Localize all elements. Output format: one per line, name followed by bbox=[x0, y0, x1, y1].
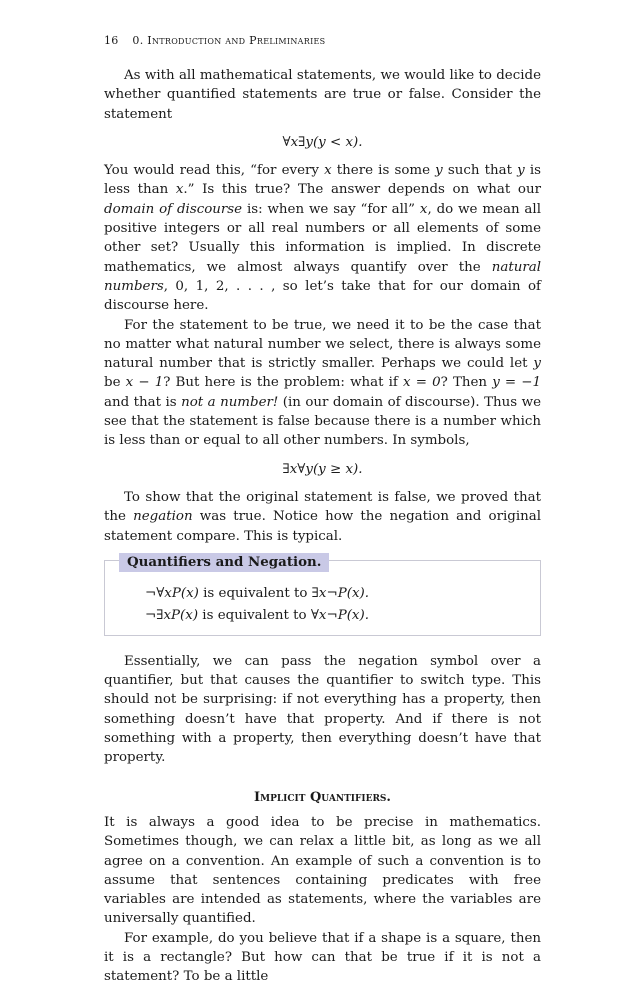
running-header bbox=[104, 34, 325, 47]
math-expression: ∀x¬P(x). bbox=[310, 607, 369, 623]
paragraph-counterexample bbox=[104, 316, 541, 451]
text-fragment: (in our domain of discourse). Thus we see that the statement is false because there is a number which is less than or equal to all other numbers. In symbols, bbox=[104, 394, 541, 449]
math-var: y bbox=[435, 163, 443, 179]
text-fragment: ? Then bbox=[440, 375, 493, 391]
page-number: 16 bbox=[104, 34, 119, 47]
text-fragment: such that bbox=[442, 163, 518, 179]
text-fragment: ? But here is the problem: what if bbox=[163, 375, 404, 391]
math-expression: x − 1 bbox=[125, 375, 164, 391]
paragraph-precision: It is always a good idea to be precise in mathematics. Sometimes though, we can relax a little bit, as long as we all agree on a convention. An example of such a convention is to assume that sentences containing predicates with free variables are intended as statements, where the variables are universally quantified. bbox=[104, 814, 541, 927]
math-var: x bbox=[324, 163, 332, 179]
paragraph-essentially: Essentially, we can pass the negation symbol over a quantifier, but that causes the quantifier to switch type. This should not be surprising: if not everything has a property, then something doesn’t have that property. And if there is not something with a property, then everything doesn’t have that property. bbox=[104, 653, 541, 766]
chapter-title: 0. Introduction and Preliminaries bbox=[132, 34, 326, 47]
paragraph-example: For example, do you believe that if a shape is a square, then it is a rectangle? But how can that be true if it is not a statement? To be a little bbox=[104, 930, 541, 985]
text-fragment: For the statement to be true, we need it to be the case that no matter what natural number we select, there is always some natural number that is strictly smaller. Perhaps we could let bbox=[104, 317, 541, 372]
text-fragment: You would read this, “for every bbox=[104, 163, 325, 179]
text-fragment: , do we mean all positive integers or all real numbers or all elements of some other set? Usually this information is implied. In discrete mathematics, we almost always quantify over the bbox=[104, 201, 541, 275]
paragraph-negation bbox=[104, 488, 541, 546]
term-domain-of-discourse: domain of discourse bbox=[104, 201, 243, 217]
text-fragment: is: when we say “for all” bbox=[242, 201, 420, 217]
theorem-box bbox=[104, 553, 541, 636]
theorem-box-title: Quantifiers and Negation. bbox=[119, 553, 329, 572]
text-fragment: , 0, 1, 2, . . . , so let’s take that for our domain of discourse here. bbox=[104, 278, 541, 314]
text-fragment: To show that the original statement is false, we proved that the bbox=[104, 489, 541, 525]
text-fragment: there is some bbox=[331, 163, 436, 179]
equivalence-line-2 bbox=[145, 605, 540, 627]
term-natural-numbers: natural numbers bbox=[104, 259, 541, 294]
section-heading: Implicit Quantifiers. bbox=[254, 789, 391, 805]
text-fragment: is equivalent to bbox=[198, 585, 312, 601]
paragraph-reading bbox=[104, 161, 541, 315]
text-fragment: be bbox=[104, 375, 126, 391]
math-expression: ∃x¬P(x). bbox=[311, 585, 369, 601]
equation-exists-forall: ∃x∀y(y ≥ x). bbox=[282, 461, 363, 477]
math-expression: x = 0 bbox=[403, 375, 441, 391]
math-var: x bbox=[419, 201, 428, 217]
emphasis-not-a-number: not a number! bbox=[181, 394, 279, 410]
equivalence-line-1 bbox=[145, 583, 540, 605]
math-expression: ¬∀xP(x) bbox=[145, 585, 199, 601]
math-var: x bbox=[175, 182, 184, 198]
text-fragment: .” Is this true? The answer depends on what our bbox=[183, 182, 542, 198]
text-fragment: was true. Notice how the negation and original statement compare. This is typical. bbox=[104, 509, 542, 544]
math-var: y bbox=[533, 356, 541, 372]
math-expression: y = −1 bbox=[492, 375, 542, 391]
term-negation: negation bbox=[133, 509, 193, 525]
math-var: y bbox=[517, 163, 525, 179]
text-fragment: and that is bbox=[104, 394, 182, 410]
text-fragment: is less than bbox=[104, 163, 541, 198]
paragraph-intro: As with all mathematical statements, we would like to decide whether quantified statements are true or false. Consider the statement bbox=[104, 68, 541, 122]
text-body bbox=[104, 66, 541, 987]
math-expression: ¬∃xP(x) bbox=[145, 607, 199, 623]
text-fragment: is equivalent to bbox=[198, 607, 311, 623]
equation-forall-exists: ∀x∃y(y < x). bbox=[282, 134, 363, 150]
